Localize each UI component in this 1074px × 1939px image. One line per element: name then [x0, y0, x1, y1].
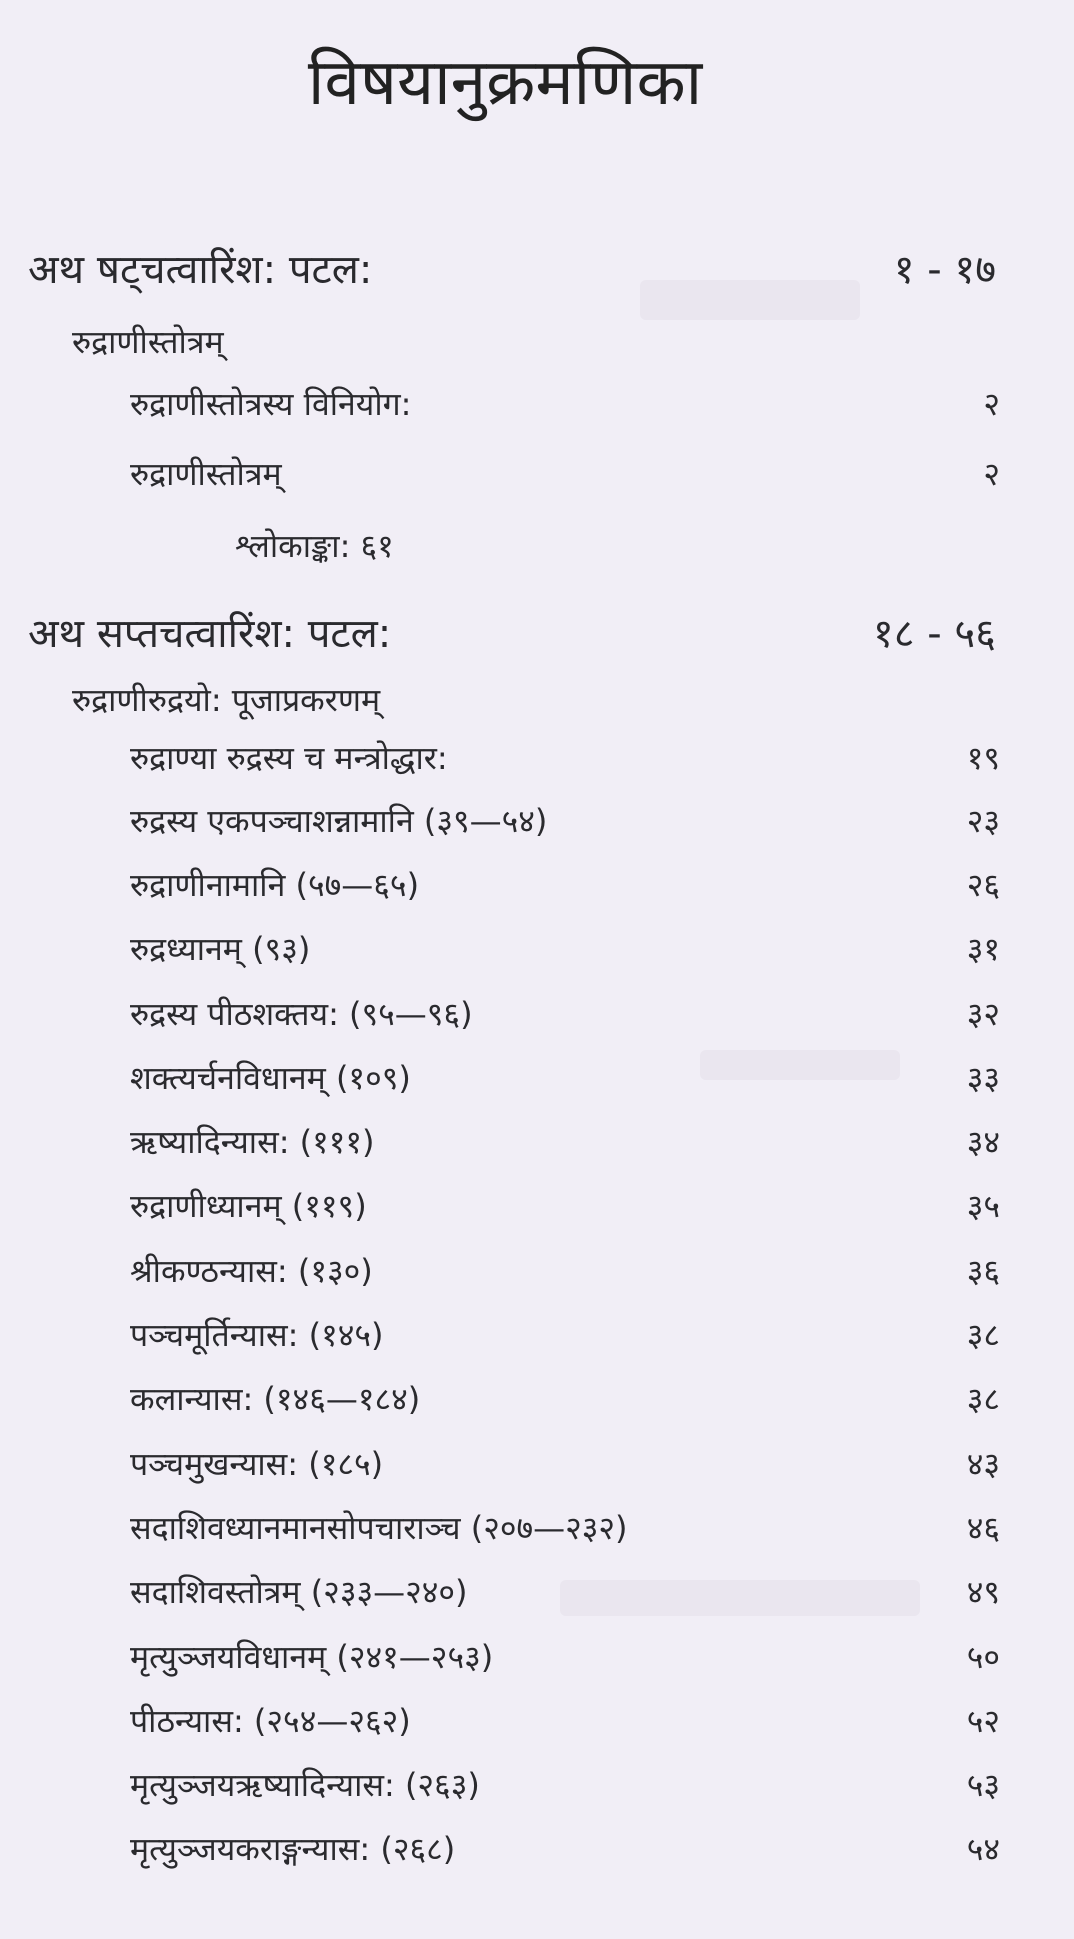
toc-entry	[0, 446, 1074, 502]
toc-entry-label: रुद्राणीनामानि (५७—६५)	[130, 866, 420, 904]
toc-entry	[0, 1500, 1074, 1556]
toc-entry-label: रुद्रस्य पीठशक्तय: (९५—९६)	[130, 995, 473, 1033]
toc-entry-page: ३१	[966, 930, 1000, 968]
toc-entry	[0, 1757, 1074, 1813]
toc-entry	[0, 1178, 1074, 1234]
toc-section-title: रुद्राणीस्तोत्रम्	[72, 323, 224, 361]
toc-entry	[0, 986, 1074, 1042]
toc-note-label: श्लोकाङ्का: ६१	[235, 527, 394, 565]
toc-entry-page: ३४	[966, 1123, 1000, 1161]
toc-entry	[0, 1050, 1074, 1106]
toc-section	[0, 672, 1074, 728]
toc-entry-page: २	[983, 385, 1000, 423]
toc-entry-page: १९	[966, 739, 1000, 777]
toc-entry-label: रुद्रध्यानम् (९३)	[130, 930, 311, 968]
toc-entry-page: ३८	[966, 1380, 1000, 1418]
toc-entry	[0, 857, 1074, 913]
toc-entry-page: ४६	[966, 1509, 1000, 1547]
toc-entry-label: रुद्राणीस्तोत्रस्य विनियोग:	[130, 385, 412, 423]
toc-entry-label: पीठन्यास: (२५४—२६२)	[130, 1702, 411, 1740]
toc-page-range: १८ - ५६	[872, 611, 996, 657]
toc-entry-label: ऋष्यादिन्यास: (१११)	[130, 1123, 375, 1161]
toc-entry-page: ३२	[966, 995, 1000, 1033]
toc-entry-label: रुद्राणीस्तोत्रम्	[130, 455, 282, 493]
toc-section-title: रुद्राणीरुद्रयो: पूजाप्रकरणम्	[72, 681, 381, 719]
toc-entry	[0, 1821, 1074, 1877]
toc-entry	[0, 376, 1074, 432]
page-title: विषयानुक्रमणिका	[307, 46, 703, 120]
toc-entry-label: शक्त्यर्चनविधानम् (१०९)	[130, 1059, 411, 1097]
toc-entry	[0, 1371, 1074, 1427]
toc-entry	[0, 1114, 1074, 1170]
toc-entry-page: २	[983, 455, 1000, 493]
toc-entry-page: ४९	[966, 1573, 1000, 1611]
toc-entry-page: ४३	[966, 1445, 1000, 1483]
toc-entry-page: ५३	[966, 1766, 1000, 1804]
toc-entry-label: मृत्युञ्जयकराङ्गन्यास: (२६८)	[130, 1830, 456, 1868]
toc-entry	[0, 793, 1074, 849]
toc-entry	[0, 1564, 1074, 1620]
toc-entry-label: रुद्रस्य एकपञ्चाशन्नामानि (३९—५४)	[130, 802, 548, 840]
toc-entry-page: २६	[966, 866, 1000, 904]
toc-entry-page: ३५	[966, 1187, 1000, 1225]
toc-entry-page: २३	[966, 802, 1000, 840]
toc-entry-label: पञ्चमूर्तिन्यास: (१४५)	[130, 1316, 384, 1354]
toc-entry-label: सदाशिवध्यानमानसोपचाराञ्च (२०७—२३२)	[130, 1509, 628, 1547]
toc-entry-label: पञ्चमुखन्यास: (१८५)	[130, 1445, 384, 1483]
toc-entry-label: कलान्यास: (१४६—१८४)	[130, 1380, 421, 1418]
toc-entry-page: ३३	[966, 1059, 1000, 1097]
toc-entry-label: रुद्राण्या रुद्रस्य च मन्त्रोद्धार:	[130, 739, 448, 777]
toc-entry-page: ५४	[966, 1830, 1000, 1868]
toc-entry-page: ५०	[966, 1638, 1000, 1676]
toc-chapter-title: अथ सप्तचत्वारिंश: पटल:	[28, 611, 392, 657]
toc-entry	[0, 1307, 1074, 1363]
toc-entry-label: रुद्राणीध्यानम् (११९)	[130, 1187, 367, 1225]
toc-entry-page: ३६	[966, 1252, 1000, 1290]
toc-entry	[0, 730, 1074, 786]
toc-entry	[0, 1243, 1074, 1299]
toc-section	[0, 314, 1074, 370]
toc-chapter-47	[0, 606, 1074, 662]
toc-entry-label: श्रीकण्ठन्यास: (१३०)	[130, 1252, 373, 1290]
toc-chapter-title: अथ षट्चत्वारिंश: पटल:	[28, 247, 373, 293]
toc-entry	[0, 1629, 1074, 1685]
toc-entry	[0, 921, 1074, 977]
toc-entry-page: ३८	[966, 1316, 1000, 1354]
toc-entry-label: सदाशिवस्तोत्रम् (२३३—२४०)	[130, 1573, 468, 1611]
toc-entry-label: मृत्युञ्जयविधानम् (२४१—२५३)	[130, 1638, 494, 1676]
toc-verse-count	[0, 518, 1074, 574]
toc-page-range: १ - १७	[893, 247, 996, 293]
toc-entry-page: ५२	[966, 1702, 1000, 1740]
toc-entry	[0, 1693, 1074, 1749]
toc-chapter-46	[0, 242, 1074, 298]
toc-entry	[0, 1436, 1074, 1492]
toc-entry-label: मृत्युञ्जयऋष्यादिन्यास: (२६३)	[130, 1766, 480, 1804]
